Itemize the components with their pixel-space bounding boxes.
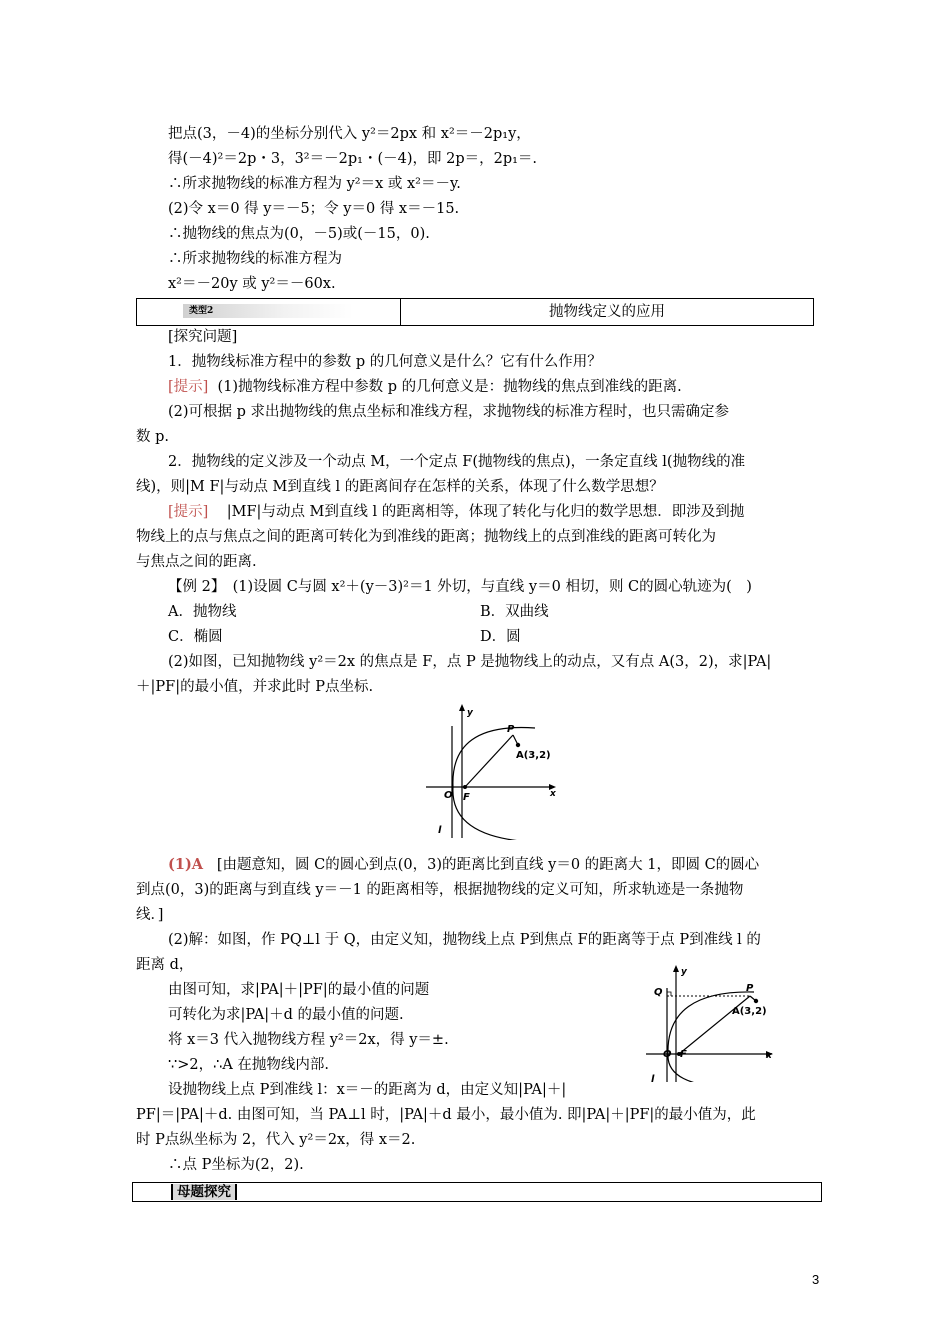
hint-tag: [提示] [168, 379, 209, 395]
hint-text: (1)抛物线标准方程中参数 p 的几何意义是：抛物线的焦点到准线的距离. [217, 379, 682, 395]
text-line: 把点(3，－4)的坐标分别代入 y²＝2px 和 x²＝－2p₁y， [168, 126, 531, 142]
text-line: 与焦点之间的距离. [136, 554, 257, 570]
section-header [136, 298, 814, 326]
parabola-figure-2 [642, 962, 782, 1082]
label-f: F [463, 792, 470, 803]
label-o: O [444, 790, 453, 801]
text-line: 距离 d， [136, 957, 194, 973]
text-line: ＋|PF|的最小值，并求此时 P点坐标. [136, 679, 374, 695]
page-number: 3 [812, 1272, 820, 1287]
option-b: B．双曲线 [480, 604, 549, 620]
text-line: ∴所求抛物线的标准方程为 [168, 251, 342, 267]
text-line: 得(－4)²＝2p・3，3²＝－2p₁・(－4)，即 2p＝，2p₁＝. [168, 151, 538, 167]
text-line: ∴点 P坐标为(2，2). [168, 1157, 304, 1173]
label-l: l [438, 825, 442, 836]
text-line: ∴所求抛物线的标准方程为 y²＝x 或 x²＝－y. [168, 176, 461, 192]
text-line: 数 p. [136, 429, 170, 445]
text-line: (2)可根据 p 求出抛物线的焦点坐标和准线方程，求抛物线的标准方程时，也只需确定参 [168, 404, 730, 420]
text-line: 线)，则|M F|与动点 M到直线 l 的距离间存在怎样的关系，体现了什么数学思想？ [136, 479, 664, 495]
text-line: (2)令 x＝0 得 y＝－5；令 y＝0 得 x＝－15. [168, 201, 460, 217]
hint-text: |MF|与动点 M到直线 l 的距离相等，体现了转化与化归的数学思想．即涉及到抛 [226, 504, 745, 520]
text-line: 将 x＝3 代入抛物线方程 y²＝2x，得 y＝±. [168, 1032, 449, 1048]
question-2: 2．抛物线的定义涉及一个动点 M，一个定点 F(抛物线的焦点)，一条定直线 l(抛物线的准 [168, 454, 746, 470]
segment-pf [679, 996, 750, 1054]
text-line: ∴抛物线的焦点为(0，－5)或(－15，0). [168, 226, 430, 242]
section-tag-cell [137, 299, 401, 325]
answer-text: [由题意知，圆 C的圆心到点(0，3)的距离比到直线 y＝0 的距离大 1，即圆 C的圆心 [216, 857, 760, 873]
label-p: P [746, 983, 754, 994]
label-l: l [651, 1074, 655, 1082]
label-f: F [680, 1049, 687, 1060]
y-axis-arrow [459, 704, 465, 711]
text-line: (2)解：如图，作 PQ⊥l 于 Q，由定义知，抛物线上点 P到焦点 F的距离等于点 P到准线 l 的 [168, 932, 761, 948]
text-line: 时 P点纵坐标为 2，代入 y²＝2x，得 x＝2. [136, 1132, 416, 1148]
text-line: 由图可知，求|PA|＋|PF|的最小值的问题 [168, 982, 430, 998]
parabola-figure-1 [420, 702, 570, 840]
example-2: 【例 2】 (1)设圆 C与圆 x²＋(y－3)²＝1 外切，与直线 y＝0 相切，则 C的圆心轨迹为( ) [168, 579, 752, 595]
text-line: 可转化为求|PA|＋d 的最小值的问题. [168, 1007, 404, 1023]
answer-1 [168, 855, 759, 875]
text-line: (2)如图，已知抛物线 y²＝2x 的焦点是 F，点 P 是抛物线上的动点，又有点 A(3，2)，求|PA| [168, 654, 772, 670]
hint-tag: [提示] [168, 504, 209, 520]
label-a: A(3,2) [516, 750, 551, 761]
option-a: A．抛物线 [168, 604, 237, 620]
answer-tag: (1)A [168, 856, 204, 873]
hint-line [168, 377, 682, 397]
parabola-curve [453, 727, 535, 840]
text-line: 线．] [136, 907, 164, 923]
segment-pf [465, 735, 513, 787]
text-line: 到点(0，3)的距离与到直线 y＝－1 的距离相等，根据抛物线的定义可知，所求轨迹是一条抛物 [136, 882, 744, 898]
label-y: y [467, 708, 473, 718]
section-tag-2: 母题探究 [171, 1184, 237, 1200]
label-p: P [507, 724, 515, 735]
question-1: 1．抛物线标准方程中的参数 p 的几何意义是什么？它有什么作用？ [168, 354, 602, 370]
point-a [516, 743, 520, 747]
text-line: [探究问题] [168, 329, 238, 345]
text-line: 物线上的点与焦点之间的距离可转化为到准线的距离；抛物线上的点到准线的距离可转化为 [136, 529, 716, 545]
label-q: Q [654, 987, 663, 998]
section-tag: 类型2 [183, 304, 353, 318]
point-a [754, 999, 758, 1003]
y-axis-arrow [673, 965, 679, 972]
label-o: O [663, 1049, 672, 1060]
option-d: D．圆 [480, 629, 521, 645]
section-header-2 [132, 1182, 822, 1202]
text-line: 设抛物线上点 P到准线 l：x＝－的距离为 d，由定义知|PA|＋| [168, 1082, 567, 1098]
text-line: ∵>2，∴A 在抛物线内部. [168, 1057, 330, 1073]
hint-line [168, 502, 744, 522]
option-c: C．椭圆 [168, 629, 223, 645]
text-line: x²＝－20y 或 y²＝－60x. [168, 276, 336, 292]
text-line: PF|＝|PA|＋d. 由图可知，当 PA⊥l 时，|PA|＋d 最小，最小值为. 即|PA|＋|PF|的最小值为，此 [136, 1107, 756, 1123]
point-f [463, 785, 467, 789]
label-x: x [550, 789, 556, 799]
label-y: y [681, 967, 687, 977]
label-a: A(3,2) [732, 1006, 767, 1017]
label-x: x [766, 1051, 772, 1061]
section-title: 抛物线定义的应用 [549, 304, 665, 320]
